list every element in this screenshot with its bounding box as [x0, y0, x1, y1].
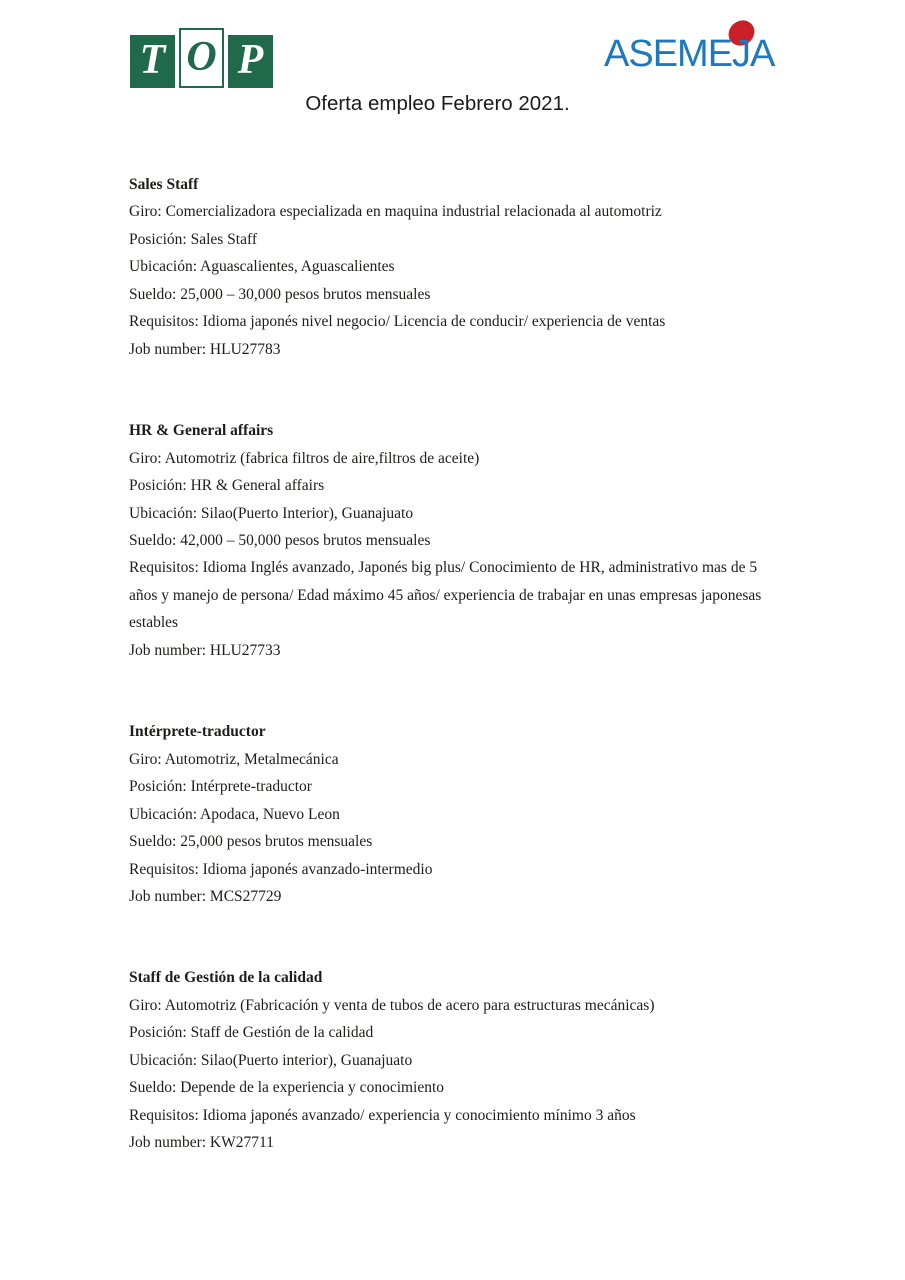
job-listing-interprete-traductor: [129, 718, 781, 910]
job-detail-requisitos: Requisitos: Idioma japonés avanzado/ experiencia y conocimiento mínimo 3 años: [129, 1106, 636, 1124]
page-title: Oferta empleo Febrero 2021.: [305, 92, 570, 115]
job-detail-ubicacion: Ubicación: Silao(Puerto Interior), Guanajuato: [129, 504, 414, 522]
job-detail-giro: Giro: Automotriz, Metalmecánica: [129, 750, 339, 768]
job-detail-job-number: Job number: HLU27783: [129, 340, 281, 358]
job-detail-sueldo: Sueldo: Depende de la experiencia y conocimiento: [129, 1079, 445, 1097]
top-logo-letter-o: [179, 28, 224, 88]
job-detail-sueldo: Sueldo: 25,000 – 30,000 pesos brutos mensuales: [129, 285, 431, 303]
job-listing-hr-general-affairs: [129, 417, 781, 664]
job-detail-requisitos: Requisitos: Idioma japonés nivel negocio/ Licencia de conducir/ experiencia de ventas: [129, 313, 666, 331]
job-detail-ubicacion: Ubicación: Silao(Puerto interior), Guanajuato: [129, 1051, 413, 1069]
top-logo-letter-p: [228, 35, 273, 88]
job-detail-giro: Giro: Comercializadora especializada en maquina industrial relacionada al automotriz: [129, 203, 662, 221]
top-logo: [130, 28, 273, 88]
top-logo-letter-t: [130, 35, 175, 88]
job-detail-posicion: Posición: HR & General affairs: [129, 477, 325, 495]
job-detail-ubicacion: Ubicación: Apodaca, Nuevo Leon: [129, 805, 340, 823]
job-detail-requisitos: Requisitos: Idioma Inglés avanzado, Japonés big plus/ Conocimiento de HR, administrativo mas de 5 años y manejo de persona/ Edad máximo 45 años/ experiencia de trabajar en unas empresas japonesas estables: [129, 559, 762, 632]
asemeja-logo-text: ASEMEJA: [604, 33, 775, 75]
job-listing-staff-gestion-calidad: [129, 964, 781, 1156]
job-detail-sueldo: Sueldo: 42,000 – 50,000 pesos brutos mensuales: [129, 531, 431, 549]
job-detail-sueldo: Sueldo: 25,000 pesos brutos mensuales: [129, 833, 373, 851]
job-detail-job-number: Job number: MCS27729: [129, 887, 282, 905]
job-detail-requisitos: Requisitos: Idioma japonés avanzado-intermedio: [129, 860, 433, 878]
job-title: Sales Staff: [129, 176, 199, 193]
job-detail-job-number: Job number: HLU27733: [129, 641, 281, 659]
job-detail-giro: Giro: Automotriz (fabrica filtros de aire,filtros de aceite): [129, 449, 480, 467]
top-logo-letter-t-text: T: [139, 37, 166, 83]
job-detail-ubicacion: Ubicación: Aguascalientes, Aguascalientes: [129, 258, 395, 276]
job-detail-posicion: Posición: Intérprete-traductor: [129, 778, 312, 796]
job-listings: [129, 171, 781, 1211]
asemeja-logo: [604, 24, 784, 86]
job-detail-posicion: Posición: Staff de Gestión de la calidad: [129, 1024, 374, 1042]
job-title: Intérprete-traductor: [129, 723, 266, 741]
job-listing-sales-staff: [129, 171, 781, 363]
top-logo-letter-o-text: O: [186, 33, 217, 80]
job-detail-posicion: Posición: Sales Staff: [129, 230, 258, 248]
top-logo-letter-p-text: P: [237, 37, 264, 83]
job-title: HR & General affairs: [129, 422, 274, 440]
job-detail-giro: Giro: Automotriz (Fabricación y venta de tubos de acero para estructuras mecánicas): [129, 996, 655, 1014]
job-detail-job-number: Job number: KW27711: [129, 1134, 274, 1152]
job-title: Staff de Gestión de la calidad: [129, 969, 323, 987]
